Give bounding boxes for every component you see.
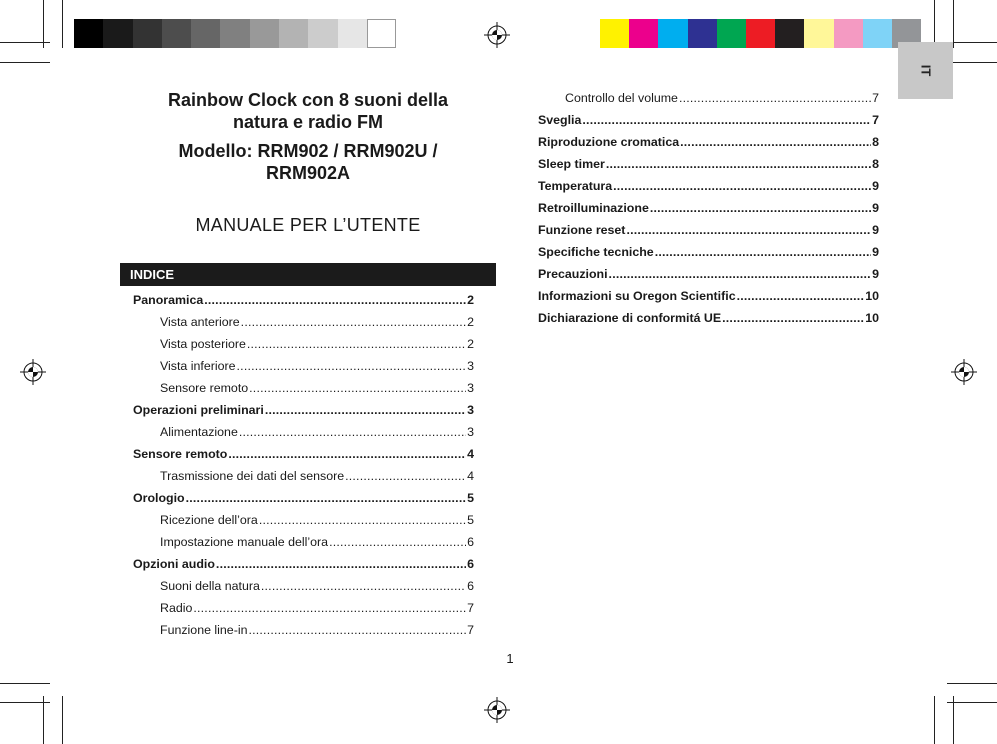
toc-page-number: 9 [872, 179, 879, 193]
toc-entry-label: Controllo del volume [565, 91, 678, 105]
toc-section-entry[interactable] [133, 487, 474, 509]
toc-section-entry[interactable] [538, 197, 879, 219]
toc-page-number: 2 [467, 293, 474, 307]
toc-section-entry[interactable] [133, 399, 474, 421]
toc-entry-label: Impostazione manuale dell’ora [160, 535, 329, 549]
color-swatch [775, 19, 804, 48]
toc-dot-leader [193, 597, 466, 619]
model-line-2: RRM902A [265, 163, 351, 183]
toc-left-column [133, 289, 474, 641]
toc-page-number: 6 [467, 535, 474, 549]
toc-section-entry[interactable] [133, 289, 474, 311]
color-swatch [746, 19, 775, 48]
gray-swatch [250, 19, 279, 48]
toc-page-number: 9 [872, 201, 879, 215]
toc-section-entry[interactable] [538, 131, 879, 153]
registration-mark-icon [484, 22, 510, 48]
toc-subsection-entry[interactable] [133, 465, 474, 487]
toc-page-number: 4 [467, 447, 474, 461]
toc-section-entry[interactable] [538, 219, 879, 241]
toc-dot-leader [204, 289, 466, 311]
toc-dot-leader [249, 377, 466, 399]
toc-section-entry[interactable] [538, 109, 879, 131]
toc-page-number: 10 [865, 289, 879, 303]
gray-swatch [74, 19, 103, 48]
toc-page-number: 4 [467, 469, 474, 483]
toc-entry-label: Vista anteriore [160, 315, 240, 329]
toc-page-number: 5 [467, 513, 474, 527]
toc-section-entry[interactable] [538, 307, 879, 329]
toc-page-number: 8 [872, 157, 879, 171]
toc-entry-label: Funzione line-in [160, 623, 248, 637]
toc-dot-leader [722, 307, 864, 329]
toc-entry-label: Temperatura [538, 179, 613, 193]
toc-entry-label: Opzioni audio [133, 557, 215, 571]
toc-section-entry[interactable] [538, 153, 879, 175]
toc-section-entry[interactable] [538, 175, 879, 197]
language-tab [898, 42, 953, 99]
color-swatch [688, 19, 717, 48]
toc-entry-label: Orologio [133, 491, 185, 505]
toc-page-number: 10 [865, 311, 879, 325]
color-swatch [863, 19, 892, 48]
page-number: 1 [506, 651, 514, 666]
color-swatch [834, 19, 863, 48]
toc-entry-label: Alimentazione [160, 425, 238, 439]
toc-section-entry[interactable] [133, 443, 474, 465]
toc-dot-leader [259, 509, 466, 531]
gray-swatch [367, 19, 396, 48]
toc-page-number: 7 [872, 91, 879, 105]
registration-mark-icon [484, 697, 510, 723]
toc-subsection-entry[interactable] [133, 597, 474, 619]
toc-dot-leader [237, 355, 467, 377]
toc-dot-leader [241, 311, 466, 333]
toc-subsection-entry[interactable] [133, 311, 474, 333]
toc-dot-leader [737, 285, 865, 307]
index-heading: INDICE [120, 263, 496, 286]
toc-section-entry[interactable] [538, 285, 879, 307]
toc-page-number: 7 [467, 623, 474, 637]
gray-swatch [308, 19, 337, 48]
toc-page-number: 3 [467, 425, 474, 439]
toc-subsection-entry[interactable] [133, 619, 474, 641]
toc-dot-leader [679, 87, 871, 109]
gray-swatch [220, 19, 249, 48]
toc-page-number: 9 [872, 267, 879, 281]
color-swatch [629, 19, 658, 48]
gray-swatch [162, 19, 191, 48]
toc-dot-leader [261, 575, 466, 597]
process-color-bar [600, 19, 921, 48]
toc-subsection-entry[interactable] [133, 531, 474, 553]
toc-dot-leader [228, 443, 466, 465]
toc-dot-leader [582, 109, 871, 131]
document-title-block [120, 89, 496, 236]
toc-entry-label: Operazioni preliminari [133, 403, 264, 417]
toc-entry-label: Sleep timer [538, 157, 605, 171]
toc-entry-label: Riproduzione cromatica [538, 135, 680, 149]
toc-subsection-entry[interactable] [133, 333, 474, 355]
toc-entry-label: Funzione reset [538, 223, 626, 237]
toc-page-number: 9 [872, 245, 879, 259]
toc-dot-leader [247, 333, 466, 355]
toc-entry-label: Radio [160, 601, 193, 615]
product-title-line-1: Rainbow Clock con 8 suoni della [167, 90, 449, 110]
toc-entry-label: Dichiarazione di conformitá UE [538, 311, 722, 325]
toc-section-entry[interactable] [538, 263, 879, 285]
toc-dot-leader [345, 465, 466, 487]
toc-entry-label: Precauzioni [538, 267, 608, 281]
toc-dot-leader [239, 421, 466, 443]
toc-dot-leader [216, 553, 466, 575]
toc-page-number: 7 [467, 601, 474, 615]
toc-page-number: 6 [467, 557, 474, 571]
gray-swatch [103, 19, 132, 48]
toc-entry-label: Trasmissione dei dati del sensore [160, 469, 345, 483]
toc-dot-leader [248, 619, 466, 641]
toc-dot-leader [265, 399, 466, 421]
color-swatch [717, 19, 746, 48]
toc-entry-label: Vista posteriore [160, 337, 246, 351]
toc-page-number: 6 [467, 579, 474, 593]
color-swatch [804, 19, 833, 48]
toc-dot-leader [655, 241, 871, 263]
toc-subsection-entry[interactable] [538, 87, 879, 109]
product-title-line-2: natura e radio FM [232, 112, 384, 132]
toc-dot-leader [680, 131, 871, 153]
toc-page-number: 8 [872, 135, 879, 149]
toc-dot-leader [650, 197, 871, 219]
toc-page-number: 3 [467, 359, 474, 373]
toc-entry-label: Sensore remoto [133, 447, 228, 461]
color-swatch [658, 19, 687, 48]
toc-page-number: 9 [872, 223, 879, 237]
toc-page-number: 2 [467, 315, 474, 329]
registration-mark-icon [951, 359, 977, 385]
toc-page-number: 2 [467, 337, 474, 351]
toc-entry-label: Informazioni su Oregon Scientific [538, 289, 736, 303]
toc-dot-leader [613, 175, 871, 197]
gray-swatch [279, 19, 308, 48]
toc-entry-label: Panoramica [133, 293, 204, 307]
toc-page-number: 3 [467, 403, 474, 417]
toc-entry-label: Ricezione dell’ora [160, 513, 258, 527]
toc-subsection-entry[interactable] [133, 355, 474, 377]
toc-page-number: 5 [467, 491, 474, 505]
manual-title: MANUALE PER L’UTENTE [195, 215, 421, 235]
language-tab-label: IT [918, 64, 933, 77]
toc-subsection-entry[interactable] [133, 377, 474, 399]
toc-dot-leader [186, 487, 466, 509]
toc-dot-leader [609, 263, 872, 285]
toc-entry-label: Specifiche tecniche [538, 245, 654, 259]
toc-subsection-entry[interactable] [133, 575, 474, 597]
toc-dot-leader [626, 219, 871, 241]
toc-entry-label: Sensore remoto [160, 381, 249, 395]
gray-swatch [191, 19, 220, 48]
toc-entry-label: Retroilluminazione [538, 201, 649, 215]
toc-page-number: 7 [872, 113, 879, 127]
model-line-1: Modello: RRM902 / RRM902U / [178, 141, 438, 161]
toc-entry-label: Suoni della natura [160, 579, 260, 593]
toc-dot-leader [606, 153, 871, 175]
toc-section-entry[interactable] [538, 241, 879, 263]
toc-dot-leader [329, 531, 466, 553]
registration-mark-icon [20, 359, 46, 385]
toc-right-column [538, 87, 879, 329]
toc-subsection-entry[interactable] [133, 509, 474, 531]
toc-section-entry[interactable] [133, 553, 474, 575]
toc-subsection-entry[interactable] [133, 421, 474, 443]
color-swatch [600, 19, 629, 48]
gray-swatch [133, 19, 162, 48]
grayscale-color-bar [74, 19, 396, 48]
gray-swatch [338, 19, 367, 48]
toc-entry-label: Sveglia [538, 113, 582, 127]
toc-entry-label: Vista inferiore [160, 359, 236, 373]
toc-page-number: 3 [467, 381, 474, 395]
